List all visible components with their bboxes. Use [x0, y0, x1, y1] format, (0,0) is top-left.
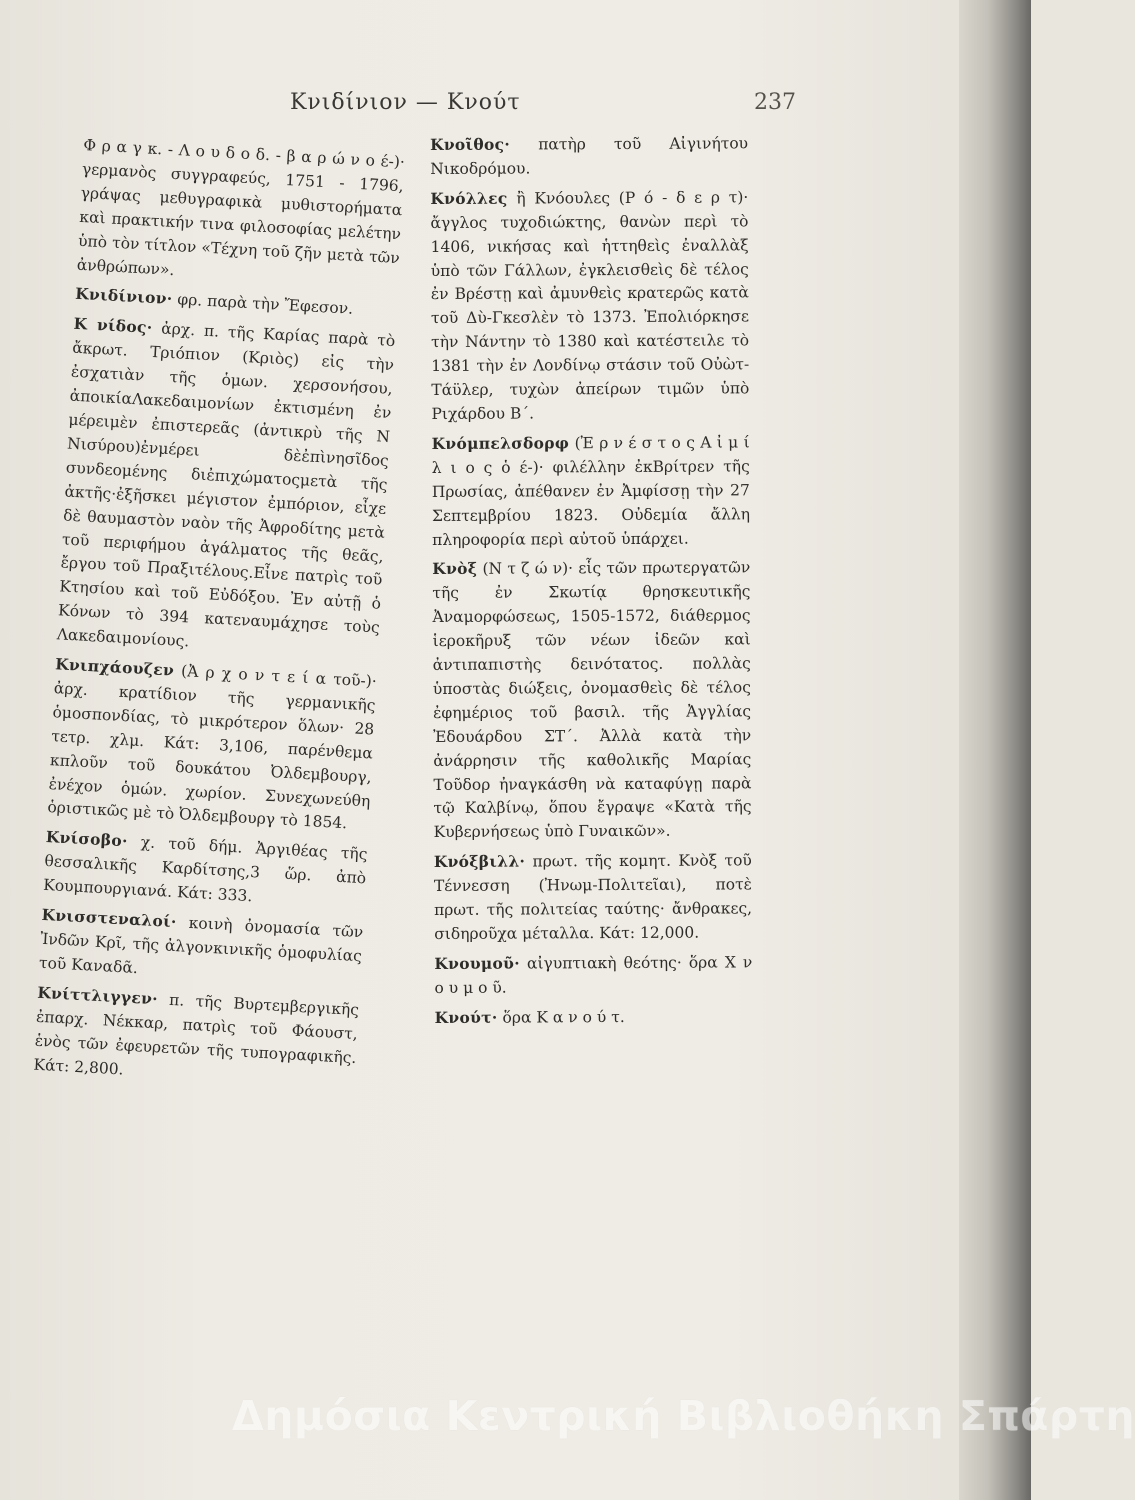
entry-headword: Κνίσοβο· — [45, 827, 129, 851]
entry-headword: Κνούτ· — [434, 1007, 498, 1027]
entry-headword: Κνίττλιγγεν· — [36, 982, 159, 1009]
entry-knoumou — [434, 950, 752, 1000]
entry-text: κοινὴ ὀνομασία τῶν Ἰνδῶν Κρῖ, τῆς ἀλγονκινικῆς ὁμοφυλίας τοῦ Καναδᾶ. — [38, 913, 364, 978]
entry-text: (Ἀ ρ χ ο ν τ ε ί α τοῦ-)· ἀρχ. κρατίδιον τῆς γερμανικῆς ὁμοσπονδίας, τὸ μικρότερον ὅλων· 28 τετρ. χλμ. Κάτ: 3,106, παρένθεμα κπλοῦν τοῦ δουκάτου Ὀλδεμβουργ, ἐνέχον ὁμών. χωρίον. Συνεχωνεύθη ὁριστικῶς μὲ τὸ Ὀλδεμβουργ τὸ 1854. — [46, 662, 378, 833]
entry-knolles — [430, 185, 749, 427]
entry-headword: Κνιδίνιον· — [74, 284, 173, 309]
entry-headword: Κνουμοῦ· — [434, 953, 520, 973]
library-watermark: Δημόσια Κεντρική Βιβλιοθήκη Σπάρτη — [232, 1392, 1135, 1440]
book-spine-shadow — [959, 0, 1031, 1500]
entry-knoxville — [434, 849, 753, 947]
entry-text: φρ. παρὰ τὴν Ἔφεσον. — [176, 290, 354, 319]
entry-text: πατὴρ τοῦ Αἰγινήτου Νικοδρόμου. — [430, 134, 749, 178]
entry-kniphausen — [47, 652, 378, 838]
entry-knox — [432, 556, 752, 846]
entry-knout — [435, 1004, 753, 1031]
entry-text: π. τῆς Βυρτεμβεργικῆς ἐπαρχ. Νέκκαρ, πατρὶς τοῦ Φάουστ, ἑνὸς τῶν ἐφευρετῶν τῆς τυπογραφικῆς. Κάτ: 2,800. — [33, 990, 360, 1079]
entry-headword: Κνισστεναλοί· — [41, 904, 178, 932]
entry-text: ὅρα Κ α ν ο ύ τ. — [502, 1007, 625, 1027]
entry-text: ἢ Κνόουλες (Ρ ό - δ ε ρ τ)· ἄγγλος τυχοδιώκτης, θανὼν περὶ τὸ 1406, νικήσας καὶ ἡττηθεὶς ἐναλλὰξ ὑπὸ τῶν Γάλλων, ἐγκλεισθεὶς δὲ τέλος ἐν Βρέστῃ καὶ ἀμυνθεὶς κρατερῶς κατὰ τοῦ Δὺ-Γκεσλὲν τὸ 1373. Ἐπολιόρκησε τὴν Νάντην τὸ 1380 καὶ κατέστειλε τὸ 1381 τὴν ἐν Λονδίνῳ στάσιν τοῦ Οὐὼτ-Τάϋλερ, τυχὼν ἀπείρων τιμῶν ὑπὸ Ριχάρδου Β΄. — [430, 188, 750, 423]
entry-text: (Ἐ ρ ν έ σ τ ο ς Α ἰ μ ί λ ι ο ς ὁ έ-)· φιλέλλην ἐκΒρίτρεν τῆς Πρωσίας, ἀπέθανεν ἐν Ἀμφίσσῃ τὴν 27 Σεπτεμβρίου 1823. Οὐδεμία ἄλλη πληροφορία περὶ αὐτοῦ ὑπάρχει. — [431, 433, 751, 549]
entry-knoithos — [430, 131, 748, 181]
entry-text: (Ν τ ζ ώ ν)· εἷς τῶν πρωτεργατῶν τῆς ἐν Σκωτίᾳ θρησκευτικῆς Ἀναμορφώσεως, 1505-1572, διάθερμος ἱεροκῆρυξ τῶν νέων ἰδεῶν καὶ ἀντιπαπιστὴς δεινότατος. πολλὰς ὑποστὰς διώξεις, ὀνομασθεὶς δὲ τέλος ἐφημέριος τοῦ βασιλ. τῆς Ἀγγλίας Ἐδουάρδου ΣΤ΄. Ἀλλὰ κατὰ τὴν ἀνάρρησιν τῆς καθολικῆς Μαρίας Τοῦδορ ἠναγκάσθη νὰ καταφύγῃ παρὰ τῷ Καλβίνῳ, ὅπου ἔγραψε «Κατὰ τῆς Κυβερνήσεως ὑπὸ Γυναικῶν». — [432, 558, 752, 842]
entry-headword: Κνιπχάουζεν — [54, 654, 175, 680]
entry-knittlingen — [33, 981, 360, 1095]
entry-text: αἰγυπτιακὴ θεότης· ὅρα Χ ν ο υ μ ο ῦ. — [434, 953, 753, 997]
entry-text: Φ ρ α γ κ. - Λ ο υ δ ο δ. - β α ρ ώ ν ο έ-)· γερμανὸς συγγραφεύς, 1751 - 1796, γράψας μεθυγραφικὰ μυθιστορήματα καὶ πρακτικήν τινα φιλοσοφίας μελέτην ὑπὸ τὸν τίτλον «Τέχνη τοῦ ζῆν μετὰ τῶν ἀνθρώπων». — [76, 135, 406, 279]
page-header-title: Κνιδίνιον — Κνούτ — [290, 90, 521, 115]
left-column — [33, 133, 406, 1094]
right-column — [430, 131, 753, 1030]
entry-knidos — [56, 312, 396, 665]
entry-knisovo — [43, 825, 368, 915]
entry-headword: Κνόλλες — [430, 188, 508, 208]
entry-headword: Κνόξβιλλ· — [433, 851, 526, 872]
entry-knisteneaux — [38, 903, 363, 993]
entry-headword: Κνοῖθος· — [430, 134, 511, 154]
entry-text: ἀρχ. π. τῆς Καρίας παρὰ τὸ ἄκρωτ. Τριόπιον (Κριὸς) εἰς τὴν ἐσχατιὰν τῆς ὁμων. χερσονήσου, ἀποικίαΛακεδαιμονίων ἐκτισμένη ἐν μέρειμὲν ἐπιστερεᾶς (ἀντικρὺ τῆς Ν Νισύρου)ἐνμέρει δὲἐπὶνησῖδος συνδεομένης διἐπιχώματοςμετὰ τῆς ἀκτῆς·ἐξῆσκει μέγιστον ἐμπόριον, εἶχε δὲ θαυμαστὸν ναὸν τῆς Ἀφροδίτης μετὰ τοῦ περιφήμου ἀγάλματος τῆς θεᾶς, ἔργου τοῦ Πραξιτέλους.Εἶνε πατρὶς τοῦ Κτησίου καὶ τοῦ Εὐδόξου. Ἐν αὐτῇ ὁ Κόνων τὸ 394 κατεναυμάχησε τοὺς Λακεδαιμονίους. — [56, 319, 396, 651]
entry-headword: Κνόμπελσδορφ — [431, 433, 570, 453]
entry-knobelsdorff — [432, 430, 751, 552]
entry-headword: Κνὸξ — [432, 559, 478, 579]
entry-headword: Κ νίδος· — [73, 314, 154, 338]
page-number: 237 — [754, 90, 796, 115]
entry-knigge — [76, 133, 405, 295]
entry-text: πρωτ. τῆς κομητ. Κνὸξ τοῦ Τέννεσση (Ἠνωμ-Πολιτεῖαι), ποτὲ πρωτ. τῆς πολιτείας ταύτης· ἄνθρακες, σιδηροῦχα μέταλλα. Κάτ: 12,000. — [433, 851, 753, 943]
entry-text: χ. τοῦ δήμ. Ἀργιθέας τῆς θεσσαλικῆς Καρδίτσης,3 ὥρ. ἀπὸ Κουμπουργιανά. Κάτ: 333. — [42, 833, 368, 906]
